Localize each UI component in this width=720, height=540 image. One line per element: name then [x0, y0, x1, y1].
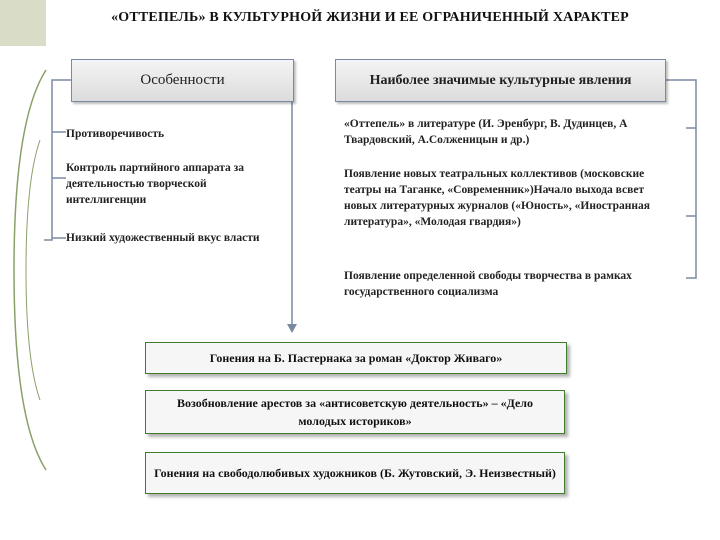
repression-box: Возобновление арестов за «антисоветскую деятельность» – «Дело молодых историков» — [145, 390, 565, 434]
features-header: Особенности — [71, 59, 294, 102]
phenomenon-item: «Оттепель» в литературе (И. Эренбург, В. Дудинцев, А Твардовский, А.Солженицын и др.) — [344, 118, 628, 146]
feature-item: Контроль партийного аппарата за деятельностью творческой интеллигенции — [66, 162, 245, 206]
cultural-phenomena-header: Наиболее значимые культурные явления — [335, 59, 666, 102]
repression-box: Гонения на Б. Пастернака за роман «Доктор Живаго» — [145, 342, 567, 374]
feature-item: Низкий художественный вкус власти — [66, 232, 260, 244]
phenomenon-item: Появление новых театральных коллективов (московские театры на Таганке, «Современник»)Начало выхода всвет новых литературных журналов («Юность», «Иностранная литература», «Молодая гвардия») — [344, 168, 650, 228]
repression-box: Гонения на свободолюбивых художников (Б. Жутовский, Э. Неизвестный) — [145, 452, 565, 494]
feature-item: Противоречивость — [66, 128, 165, 140]
phenomenon-item: Появление определенной свободы творчества в рамках государственного социализма — [344, 270, 632, 298]
page-title: «ОТТЕПЕЛЬ» В КУЛЬТУРНОЙ ЖИЗНИ И ЕЕ ОГРАНИЧЕННЫЙ ХАРАКТЕР — [111, 10, 629, 25]
